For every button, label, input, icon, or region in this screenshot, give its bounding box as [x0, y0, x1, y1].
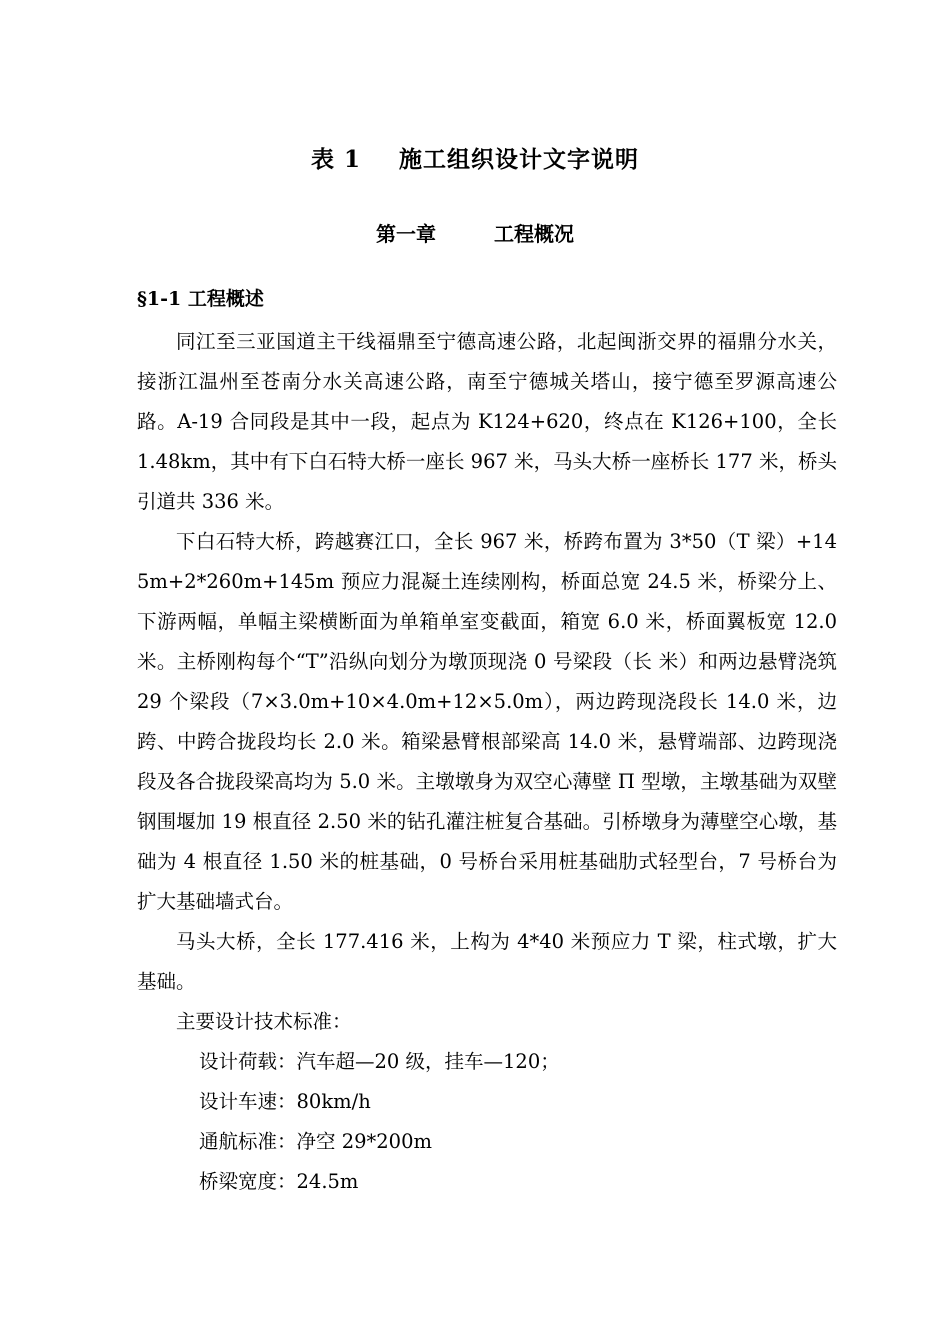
- standard-item-speed: 设计车速：80km/h: [199, 1090, 371, 1113]
- section-heading: §1-1 工程概述: [137, 288, 264, 310]
- standard-item-navigation: 通航标准：净空 29*200m: [199, 1130, 432, 1153]
- title-text: 施工组织设计文字说明: [399, 146, 639, 173]
- chapter-heading: [0, 218, 950, 250]
- standard-item-width: 桥梁宽度：24.5m: [199, 1170, 359, 1193]
- paragraph-xiabaishi-bridge: 下白石特大桥，跨越赛江口，全长 967 米，桥跨布置为 3*50（T 梁）+145m+2*260m+145m 预应力混凝土连续刚构，桥面总宽 24.5 米，桥梁分上、下游两幅，单幅主梁横断面为单箱单室变截面，箱宽 6.0 米，桥面翼板宽 12.0 米。主桥刚构每个“T”沿纵向划分为墩顶现浇 0 号梁段（长 米）和两边悬臂浇筑 29 个梁段（7×3.0m+10×4.0m+12×5.0m），两边跨现浇段长 14.0 米，边跨、中跨合拢段均长 2.0 米。箱梁悬臂根部梁高 14.0 米，悬臂端部、边跨现浇段及各合拢段梁高均为 5.0 米。主墩墩身为双空心薄壁 Π 型墩，主墩基础为双壁钢围堰加 19 根直径 2.50 米的钻孔灌注桩复合基础。引桥墩身为薄壁空心墩，基础为 4 根直径 1.50 米的桩基础，0 号桥台采用桩基础肋式轻型台，7 号桥台为扩大基础墙式台。: [137, 530, 837, 913]
- standard-item-load: 设计荷载：汽车超—20 级，挂车—120；: [199, 1050, 560, 1073]
- title-number: 表 1: [310, 146, 361, 173]
- chapter-title: 工程概况: [494, 222, 574, 246]
- standards-heading: 主要设计技术标准：: [176, 1010, 352, 1033]
- paragraph-matou-bridge: 马头大桥，全长 177.416 米，上构为 4*40 米预应力 T 梁，柱式墩，扩大基础。: [137, 930, 837, 993]
- paragraph-overview: 同江至三亚国道主干线福鼎至宁德高速公路，北起闽浙交界的福鼎分水关，接浙江温州至苍南分水关高速公路，南至宁德城关塔山，接宁德至罗源高速公路。A-19 合同段是其中一段，起点为 K124+620，终点在 K126+100，全长 1.48km，其中有下白石特大桥一座长 967 米，马头大桥一座桥长 177 米，桥头引道共 336 米。: [137, 330, 837, 513]
- document-body: [137, 322, 837, 1202]
- chapter-number: 第一章: [376, 222, 436, 246]
- document-title: [0, 142, 950, 178]
